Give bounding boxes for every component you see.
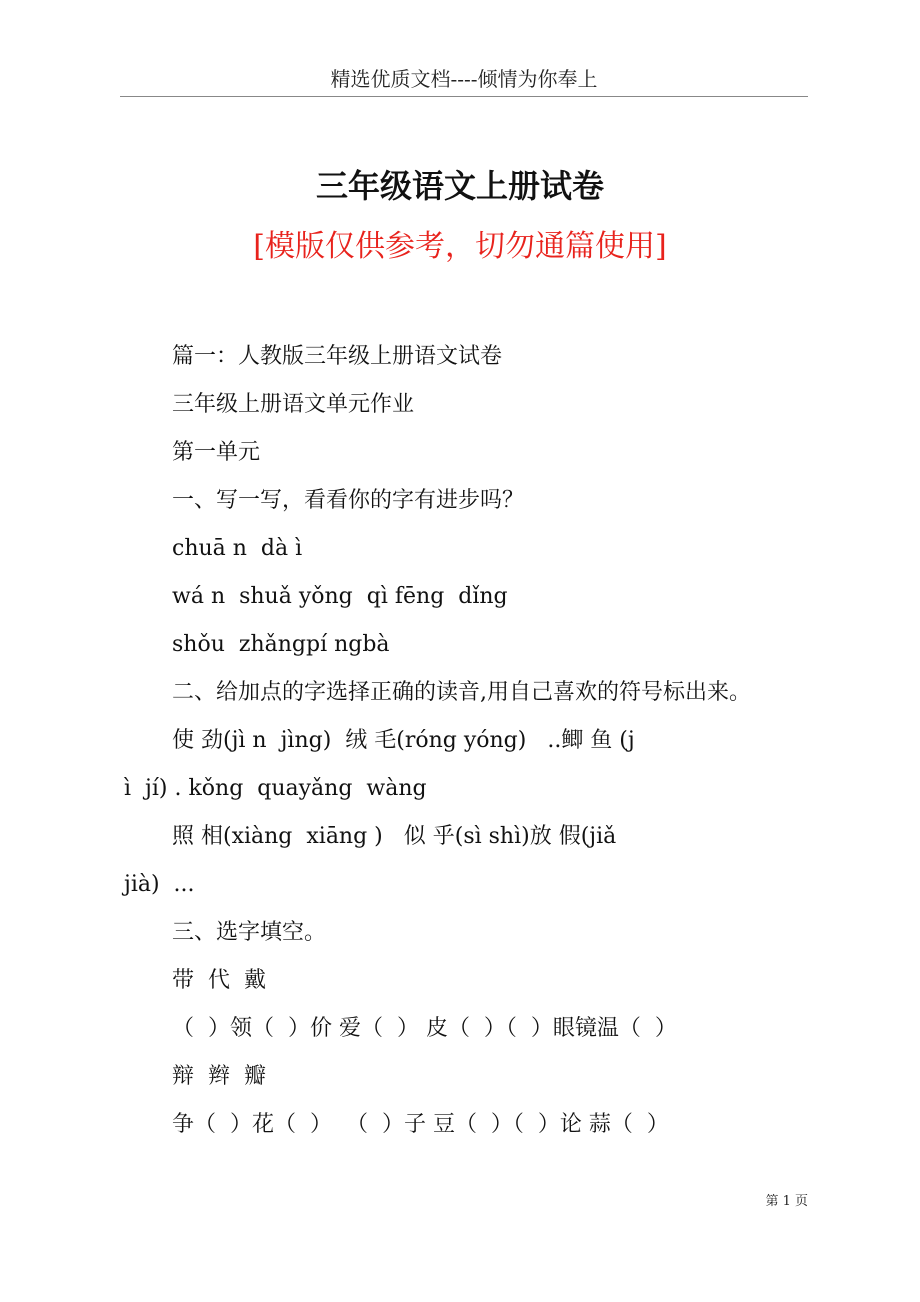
document-subtitle: [模版仅供参考，切勿通篇使用] <box>253 229 667 264</box>
character-options: 带 代 戴 <box>172 968 266 993</box>
page-number: 第 1 页 <box>765 1194 808 1209</box>
reading-choice-line: 照 相(xiàng xiāng ) 似 乎(sì shì)放 假(jiǎ <box>172 824 617 849</box>
question-three-heading: 三、选字填空。 <box>172 920 327 945</box>
fill-blank-line: （ ）领（ ）价 爱（ ） 皮（ ）（ ）眼镜温（ ） <box>172 1016 677 1041</box>
unit-heading: 第一单元 <box>172 440 261 465</box>
pinyin-line: chuā n dà ì <box>172 536 303 561</box>
page-header: 精选优质文档----倾情为你奉上 <box>330 67 598 91</box>
question-one-heading: 一、写一写，看看你的字有进步吗？ <box>172 488 525 513</box>
header-divider <box>120 96 808 97</box>
pinyin-line: shǒu zhǎngpí ngbà <box>172 632 390 657</box>
reading-choice-line: 使 劲(jì n jìng) 绒 毛(róng yóng) ..鲫 鱼 (j <box>172 728 635 753</box>
question-two-heading: 二、给加点的字选择正确的读音,用自己喜欢的符号标出来。 <box>172 680 751 705</box>
section-heading: 篇一：人教版三年级上册语文试卷 <box>172 344 503 369</box>
reading-choice-line: ì jí) . kǒng quayǎng wàng <box>124 776 427 801</box>
reading-choice-line: jià) ... <box>124 872 195 897</box>
fill-blank-line: 争（ ）花（ ） （ ）子 豆（ ）（ ）论 蒜（ ） <box>172 1112 669 1137</box>
pinyin-line: wá n shuǎ yǒng qì fēng dǐng <box>172 584 508 609</box>
document-title: 三年级语文上册试卷 <box>315 167 604 205</box>
character-options: 辩 辫 瓣 <box>172 1064 266 1089</box>
unit-assignment-heading: 三年级上册语文单元作业 <box>172 392 415 417</box>
